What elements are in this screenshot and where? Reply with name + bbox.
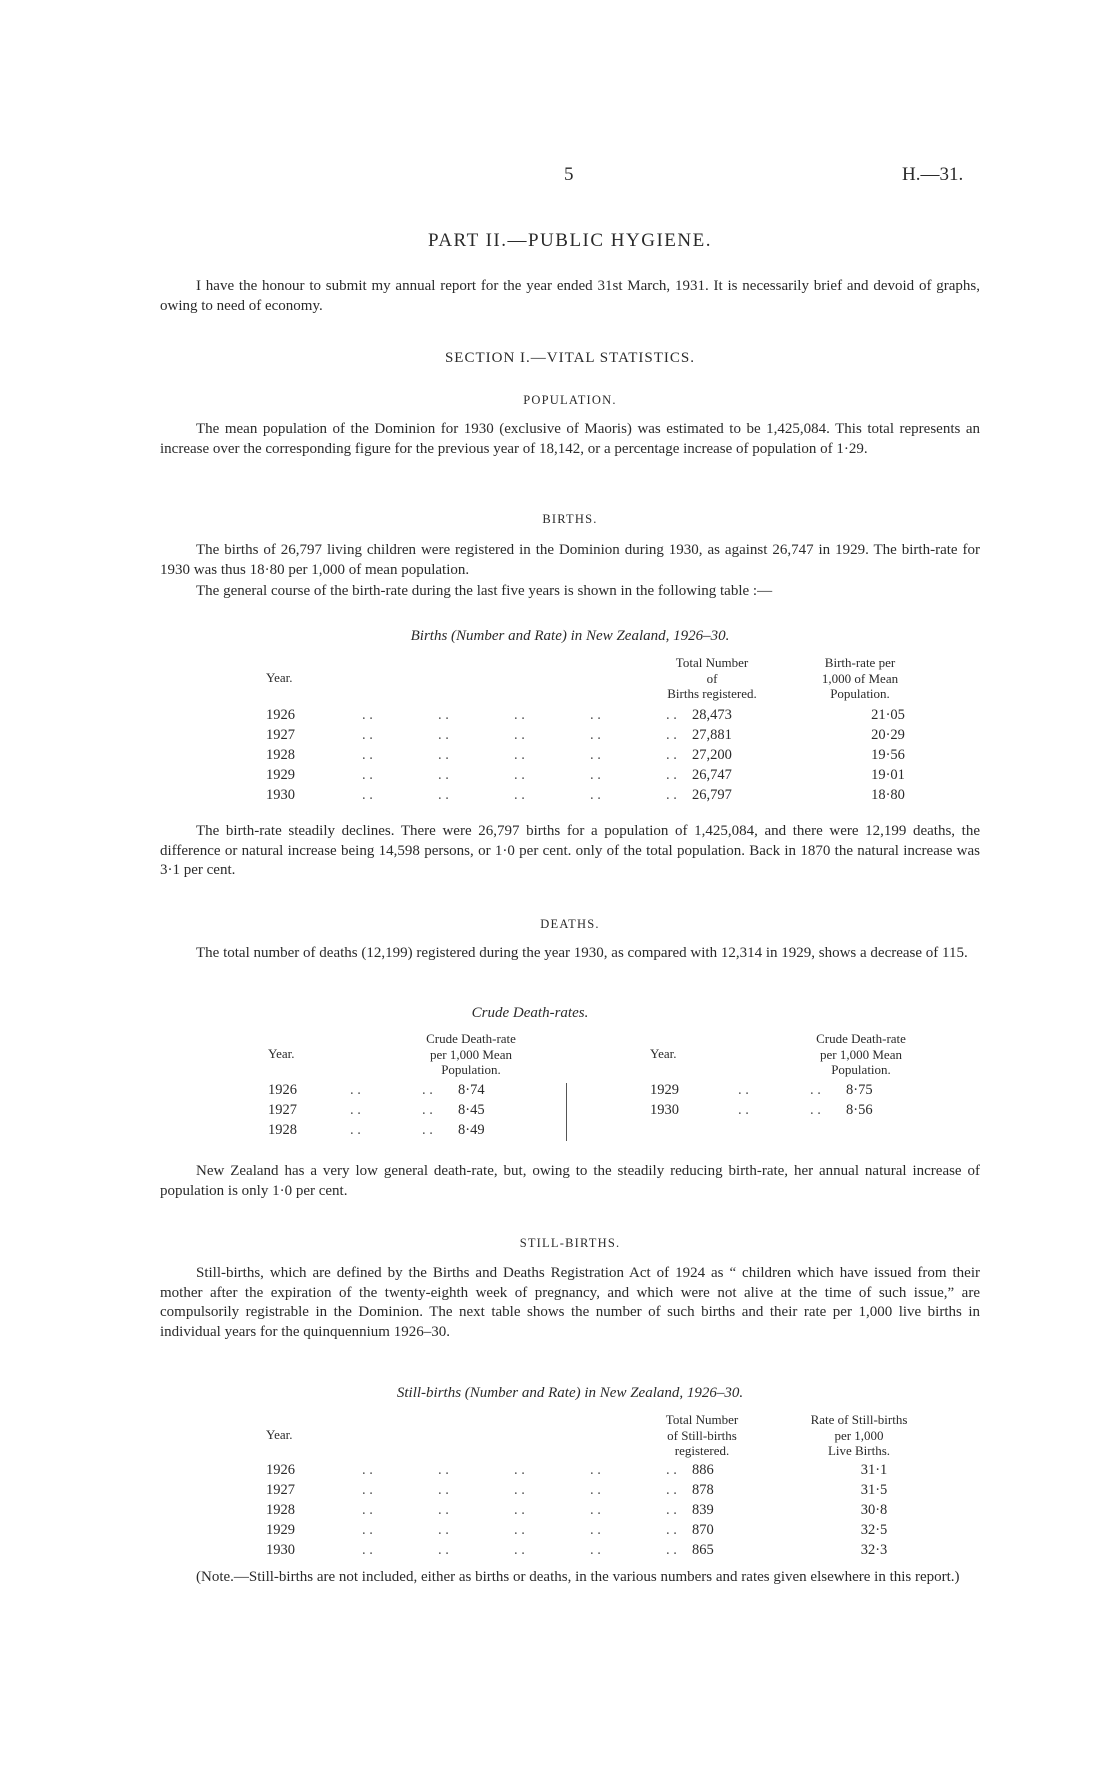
leader-dots: . . bbox=[350, 1082, 361, 1098]
leader-dots: . . . . . . . . . . bbox=[362, 1482, 677, 1498]
leader-dots: . . bbox=[422, 1122, 433, 1138]
header-line: Crude Death-rate bbox=[426, 1031, 516, 1046]
population-heading: POPULATION. bbox=[523, 393, 617, 407]
births-table-caption: Births (Number and Rate) in New Zealand, 1926–30. bbox=[410, 628, 730, 644]
table-row bbox=[266, 1522, 906, 1542]
header-line: Population. bbox=[831, 1062, 891, 1077]
deaths-table-caption: Crude Death-rates. bbox=[471, 1005, 589, 1021]
leader-dots: . . bbox=[810, 1082, 821, 1098]
header-line: Birth-rate per bbox=[824, 655, 896, 670]
table-row bbox=[266, 747, 906, 767]
table-row bbox=[266, 1482, 906, 1502]
leader-dots: . . bbox=[422, 1102, 433, 1118]
leader-dots: . . bbox=[738, 1082, 749, 1098]
page-number: 5 bbox=[564, 164, 574, 185]
stillbirths-note: (Note.—Still-births are not included, either as births or deaths, in the various numbers and rates given elsewhere in this report.) bbox=[196, 1569, 960, 1585]
stillbirths-table-caption: Still-births (Number and Rate) in New Zealand, 1926–30. bbox=[396, 1385, 744, 1401]
year-cell: 1929 bbox=[650, 1082, 679, 1098]
year-cell: 1930 bbox=[650, 1102, 679, 1118]
rate-cell: 19·56 bbox=[871, 747, 905, 763]
leader-dots: . . bbox=[350, 1102, 361, 1118]
stillbirths-col-year: Year. bbox=[266, 1427, 293, 1442]
year-cell: 1927 bbox=[266, 727, 295, 743]
part-title: PART II.—PUBLIC HYGIENE. bbox=[428, 230, 712, 251]
table-row bbox=[268, 1082, 568, 1102]
year-cell: 1927 bbox=[266, 1482, 295, 1498]
table-row bbox=[650, 1082, 950, 1102]
rate-cell: 30·8 bbox=[860, 1502, 888, 1518]
header-line: Live Births. bbox=[827, 1443, 891, 1458]
header-line: per 1,000 bbox=[834, 1427, 884, 1443]
total-cell: 27,200 bbox=[692, 747, 732, 763]
leader-dots: . . bbox=[350, 1122, 361, 1138]
table-row bbox=[266, 1502, 906, 1522]
deaths-heading: DEATHS. bbox=[540, 917, 600, 931]
table-divider bbox=[566, 1083, 567, 1141]
year-cell: 1926 bbox=[266, 1462, 295, 1478]
year-cell: 1926 bbox=[268, 1082, 297, 1098]
rate-cell: 8·74 bbox=[458, 1082, 485, 1098]
total-cell: 26,747 bbox=[692, 767, 732, 783]
section-title: SECTION I.—VITAL STATISTICS. bbox=[444, 350, 696, 366]
header-line: Crude Death-rate bbox=[816, 1031, 906, 1046]
births-paragraph-1: The births of 26,797 living children were registered in the Dominion during 1930, as against 26,747 in 1929. The birth-rate for 1930 was thus 18·80 per 1,000 of mean population. bbox=[160, 542, 980, 578]
table-row bbox=[266, 707, 906, 727]
rate-cell: 8·56 bbox=[846, 1102, 873, 1118]
table-row bbox=[266, 1462, 906, 1482]
leader-dots: . . . . . . . . . . bbox=[362, 767, 677, 783]
rate-cell: 8·45 bbox=[458, 1102, 485, 1118]
leader-dots: . . . . . . . . . . bbox=[362, 1502, 677, 1518]
deaths-paragraph-2: New Zealand has a very low general death-rate, but, owing to the steadily reducing birth-rate, her annual natural increase of population is only 1·0 per cent. bbox=[160, 1163, 980, 1199]
header-line: of bbox=[706, 670, 718, 686]
leader-dots: . . bbox=[422, 1082, 433, 1098]
header-line: Population. bbox=[830, 686, 890, 701]
document-reference: H.—31. bbox=[902, 164, 964, 185]
year-cell: 1927 bbox=[268, 1102, 297, 1118]
deaths-col-year-left: Year. bbox=[268, 1046, 295, 1061]
rate-cell: 8·49 bbox=[458, 1122, 485, 1138]
rate-cell: 21·05 bbox=[871, 707, 905, 723]
leader-dots: . . bbox=[738, 1102, 749, 1118]
year-cell: 1930 bbox=[266, 787, 295, 803]
table-row bbox=[266, 727, 906, 747]
table-row bbox=[268, 1102, 568, 1122]
total-cell: 865 bbox=[692, 1542, 714, 1558]
deaths-col-rate-right bbox=[796, 1031, 926, 1078]
total-cell: 28,473 bbox=[692, 707, 732, 723]
births-paragraph-3: The birth-rate steadily declines. There were 26,797 births for a population of 1,425,084, and there were 12,199 deaths, the difference or natural increase being 14,598 persons, or 1·0 per cent. only of the total population. Back in 1870 the natural increase was 3·1 per cent. bbox=[160, 823, 980, 879]
year-cell: 1930 bbox=[266, 1542, 295, 1558]
leader-dots: . . . . . . . . . . bbox=[362, 727, 677, 743]
rate-cell: 20·29 bbox=[871, 727, 905, 743]
deaths-paragraph-1: The total number of deaths (12,199) registered during the year 1930, as compared with 12,314 in 1929, shows a decrease of 115. bbox=[196, 945, 968, 961]
rate-cell: 8·75 bbox=[846, 1082, 873, 1098]
stillbirths-heading: STILL-BIRTHS. bbox=[519, 1236, 621, 1250]
header-line: 1,000 of Mean bbox=[821, 670, 899, 686]
leader-dots: . . . . . . . . . . bbox=[362, 707, 677, 723]
year-cell: 1928 bbox=[268, 1122, 297, 1138]
rate-cell: 31·5 bbox=[860, 1482, 888, 1498]
leader-dots: . . bbox=[810, 1102, 821, 1118]
table-row bbox=[650, 1102, 950, 1122]
rate-cell: 18·80 bbox=[871, 787, 905, 803]
stillbirths-col-rate bbox=[784, 1412, 934, 1459]
year-cell: 1928 bbox=[266, 747, 295, 763]
total-cell: 870 bbox=[692, 1522, 714, 1538]
year-cell: 1926 bbox=[266, 707, 295, 723]
header-line: registered. bbox=[674, 1443, 730, 1458]
total-cell: 26,797 bbox=[692, 787, 732, 803]
births-col-total bbox=[652, 655, 772, 702]
deaths-col-year-right: Year. bbox=[650, 1046, 677, 1061]
header-line: of Still-births bbox=[667, 1427, 737, 1443]
total-cell: 27,881 bbox=[692, 727, 732, 743]
rate-cell: 19·01 bbox=[871, 767, 905, 783]
header-line: per 1,000 Mean bbox=[820, 1046, 902, 1062]
total-cell: 878 bbox=[692, 1482, 714, 1498]
year-cell: 1928 bbox=[266, 1502, 295, 1518]
rate-cell: 32·5 bbox=[860, 1522, 888, 1538]
table-row bbox=[266, 787, 906, 807]
table-row bbox=[268, 1122, 568, 1142]
births-col-year: Year. bbox=[266, 670, 293, 685]
header-line: Total Number bbox=[675, 655, 749, 670]
leader-dots: . . . . . . . . . . bbox=[362, 1462, 677, 1478]
rate-cell: 31·1 bbox=[860, 1462, 888, 1478]
year-cell: 1929 bbox=[266, 767, 295, 783]
rate-cell: 32·3 bbox=[860, 1542, 888, 1558]
intro-paragraph: I have the honour to submit my annual report for the year ended 31st March, 1931. It is necessarily brief and devoid of graphs, owing to need of economy. bbox=[160, 278, 980, 314]
births-paragraph-2: The general course of the birth-rate during the last five years is shown in the following table :— bbox=[196, 583, 773, 599]
population-paragraph: The mean population of the Dominion for 1930 (exclusive of Maoris) was estimated to be 1,425,084. This total represents an increase over the corresponding figure for the previous year of 18,142, or a percentage increase of population of 1·29. bbox=[160, 421, 980, 457]
header-line: Total Number bbox=[665, 1412, 739, 1427]
leader-dots: . . . . . . . . . . bbox=[362, 1522, 677, 1538]
header-line: Births registered. bbox=[667, 686, 757, 701]
header-line: Rate of Still-births bbox=[810, 1412, 908, 1427]
total-cell: 886 bbox=[692, 1462, 714, 1478]
leader-dots: . . . . . . . . . . bbox=[362, 787, 677, 803]
header-line: per 1,000 Mean bbox=[430, 1046, 512, 1062]
leader-dots: . . . . . . . . . . bbox=[362, 1542, 677, 1558]
table-row bbox=[266, 1542, 906, 1562]
year-cell: 1929 bbox=[266, 1522, 295, 1538]
leader-dots: . . . . . . . . . . bbox=[362, 747, 677, 763]
births-heading: BIRTHS. bbox=[542, 512, 598, 526]
stillbirths-col-total bbox=[642, 1412, 762, 1459]
stillbirths-paragraph: Still-births, which are defined by the Births and Deaths Registration Act of 1924 as “ children which have issued from their mother after the expiration of the twenty-eighth week of pregnancy, and which were not alive at the time of such issue,” are compulsorily registrable in the Dominion. The next table shows the number of such births and their rate per 1,000 live births in individual years for the quinquennium 1926–30. bbox=[160, 1265, 980, 1340]
deaths-col-rate-left bbox=[406, 1031, 536, 1078]
total-cell: 839 bbox=[692, 1502, 714, 1518]
table-row bbox=[266, 767, 906, 787]
header-line: Population. bbox=[441, 1062, 501, 1077]
births-col-rate bbox=[800, 655, 920, 702]
